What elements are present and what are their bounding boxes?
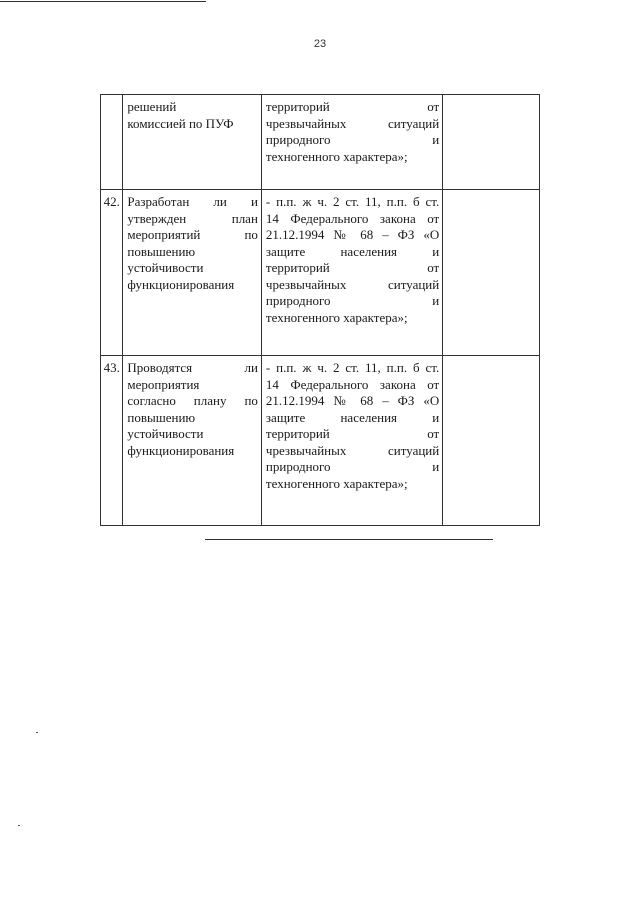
end-separator-line [205, 539, 493, 540]
legal-reference-line: техногенного характера»; [265, 148, 408, 164]
question-line: комиссией по ПУФ [127, 115, 234, 131]
legal-reference-line: территорий от [265, 426, 440, 441]
requirements-table [100, 94, 540, 526]
legal-reference-line: природного и [265, 293, 440, 308]
legal-reference-cell [261, 356, 442, 526]
mark-cell [443, 356, 540, 526]
legal-reference-line: чрезвычайных ситуаций [265, 115, 440, 131]
legal-reference-line: 14 Федерального закона от [265, 210, 440, 226]
legal-reference-cell [261, 95, 442, 190]
question-line: согласно плану по [127, 393, 258, 408]
scan-speck [36, 732, 38, 733]
row-number [101, 95, 123, 190]
question-cell [123, 356, 262, 526]
top-rule [0, 1, 206, 2]
question-line: мероприятий по [127, 227, 258, 242]
table-row [101, 190, 540, 356]
question-line: Проводятся ли [127, 360, 258, 375]
legal-reference-line: защите населения и [265, 243, 440, 259]
question-line: повышению [127, 409, 196, 425]
row-number: 42. [101, 190, 123, 356]
legal-reference-line: территорий от [265, 260, 440, 275]
question-line: устойчивости [127, 426, 204, 441]
legal-reference-line: чрезвычайных ситуаций [265, 276, 440, 292]
legal-reference-line: - п.п. ж ч. 2 ст. 11, п.п. б ст. [265, 194, 440, 209]
legal-reference-line: защите населения и [265, 409, 440, 425]
table-row [101, 356, 540, 526]
legal-reference-line: природного и [265, 459, 440, 474]
mark-cell [443, 95, 540, 190]
legal-reference-line: 14 Федерального закона от [265, 376, 440, 392]
legal-reference-line: чрезвычайных ситуаций [265, 442, 440, 458]
question-line: утвержден план [127, 210, 258, 226]
legal-reference-line: техногенного характера»; [265, 309, 408, 325]
mark-cell [443, 190, 540, 356]
legal-reference-line: - п.п. ж ч. 2 ст. 11, п.п. б ст. [265, 360, 440, 375]
question-cell [123, 190, 262, 356]
question-line: мероприятия [127, 376, 200, 392]
page-number: 23 [313, 38, 327, 50]
question-line: решений [127, 99, 177, 114]
legal-reference-line: техногенного характера»; [265, 475, 408, 491]
question-line: функционирования [127, 276, 235, 292]
legal-reference-line: 21.12.1994 № 68 – ФЗ «О [265, 393, 440, 408]
question-line: Разработан ли и [127, 194, 258, 209]
legal-reference-line: природного и [265, 132, 440, 147]
question-line: устойчивости [127, 260, 204, 275]
question-line: функционирования [127, 442, 235, 458]
table-row [101, 95, 540, 190]
legal-reference-line: 21.12.1994 № 68 – ФЗ «О [265, 227, 440, 242]
question-cell [123, 95, 262, 190]
legal-reference-cell [261, 190, 442, 356]
row-number: 43. [101, 356, 123, 526]
scan-speck [18, 825, 20, 826]
question-line: повышению [127, 243, 196, 259]
legal-reference-line: территорий от [265, 99, 440, 114]
